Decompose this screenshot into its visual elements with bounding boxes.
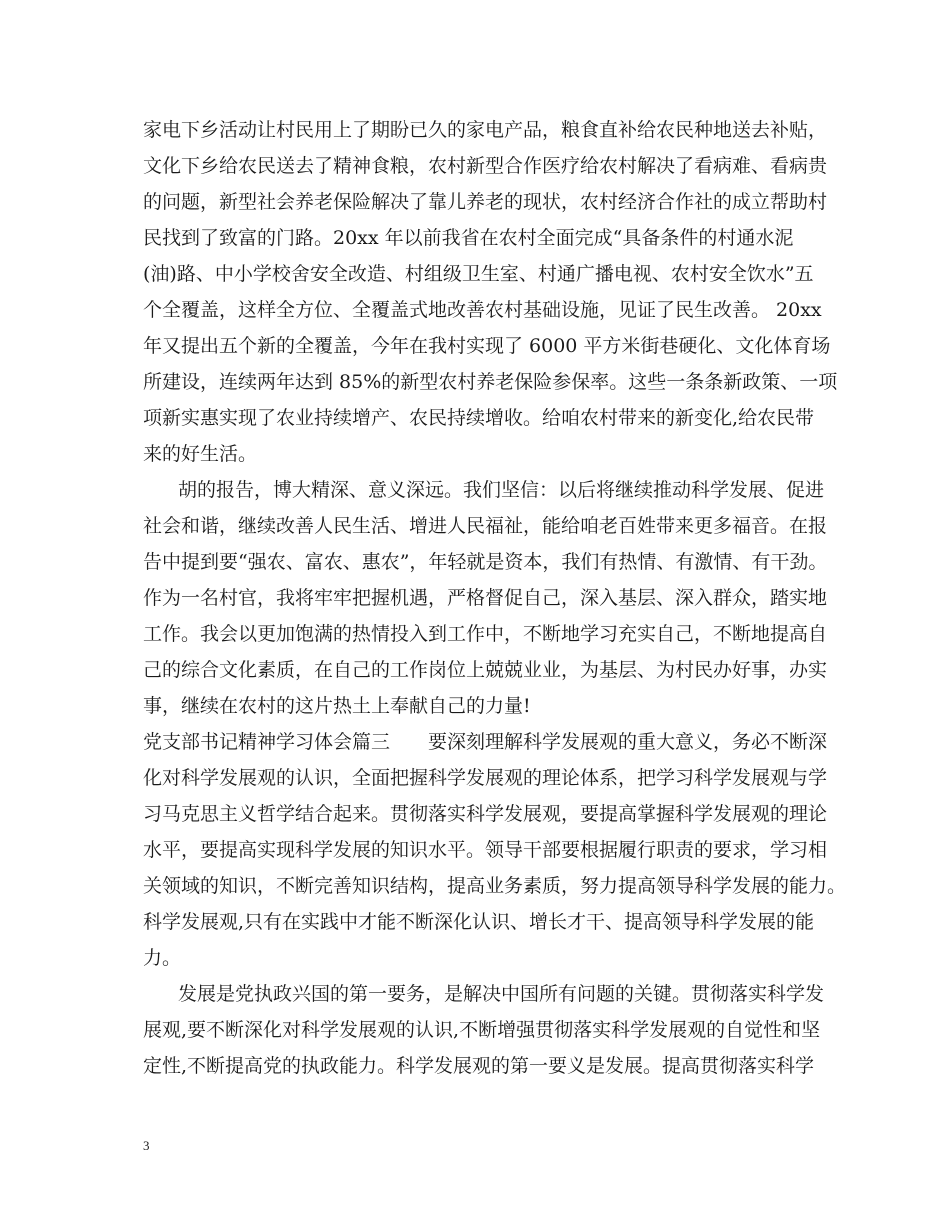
text-line: 水平，要提高实现科学发展的知识水平。领导干部要根据履行职责的要求，学习相 [143, 839, 828, 861]
text-line: 来的好生活。 [143, 443, 258, 465]
text-line: 工作。我会以更加饱满的热情投入到工作中，不断地学习充实自己，不断地提高自 [143, 623, 828, 645]
text-line: 化对科学发展观的认识，全面把握科学发展观的理论体系，把学习科学发展观与学 [143, 767, 828, 789]
text-line: 定性,不断提高党的执政能力。科学发展观的第一要义是发展。提高贯彻落实科学 [143, 1055, 815, 1077]
text-line: 社会和谐，继续改善人民生活、增进人民福祉，能给咱老百姓带来更多福音。在报 [143, 515, 828, 537]
section-heading-line: 党支部书记精神学习体会篇三 要深刻理解科学发展观的重大意义，务必不断深 [143, 731, 828, 753]
text-line: 己的综合文化素质，在自己的工作岗位上兢兢业业，为基层、为村民办好事，办实 [143, 659, 828, 681]
text-line: 习马克思主义哲学结合起来。贯彻落实科学发展观，要提高掌握科学发展观的理论 [143, 803, 828, 825]
text-line: 告中提到要“强农、富农、惠农”，年轻就是资本，我们有热情、有激情、有干劲。 [143, 551, 828, 573]
text-line: 文化下乡给农民送去了精神食粮，农村新型合作医疗给农村解决了看病难、看病贵 [143, 155, 828, 177]
text-line: 作为一名村官，我将牢牢把握机遇，严格督促自己，深入基层、深入群众，踏实地 [143, 587, 828, 609]
text-line: 展观,要不断深化对科学发展观的认识,不断增强贯彻落实科学发展观的自觉性和坚 [143, 1019, 821, 1041]
text-line: (油)路、中小学校舍安全改造、村组级卫生室、村通广播电视、农村安全饮水”五 [143, 263, 814, 285]
text-line: 科学发展观,只有在实践中才能不断深化认识、增长才干、提高领导科学发展的能 [143, 911, 815, 933]
text-line: 关领域的知识，不断完善知识结构，提高业务素质，努力提高领导科学发展的能力。 [143, 875, 847, 897]
text-line: 家电下乡活动让村民用上了期盼已久的家电产品，粮食直补给农民种地送去补贴， [143, 119, 828, 141]
text-line: 所建设，连续两年达到 85%的新型农村养老保险参保率。这些一条条新政策、一项 [143, 371, 838, 393]
paragraph-first-line: 发展是党执政兴国的第一要务，是解决中国所有问题的关键。贯彻落实科学发 [178, 983, 825, 1005]
text-line: 年又提出五个新的全覆盖，今年在我村实现了 6000 平方米街巷硬化、文化体育场 [143, 335, 831, 357]
text-line: 个全覆盖，这样全方位、全覆盖式地改善农村基础设施，见证了民生改善。 20xx [143, 299, 822, 321]
text-line: 民找到了致富的门路。20xx 年以前我省在农村全面完成“具备条件的村通水泥 [143, 227, 794, 249]
text-line: 项新实惠实现了农业持续增产、农民持续增收。给咱农村带来的新变化,给农民带 [143, 407, 815, 429]
text-line: 事，继续在农村的这片热土上奉献自己的力量! [143, 695, 531, 717]
page-number: 3 [143, 1138, 150, 1153]
text-line: 的问题，新型社会养老保险解决了靠儿养老的现状，农村经济合作社的成立帮助村 [143, 191, 828, 213]
text-line: 力。 [143, 947, 182, 969]
paragraph-first-line: 胡的报告，博大精深、意义深远。我们坚信：以后将继续推动科学发展、促进 [178, 479, 825, 501]
